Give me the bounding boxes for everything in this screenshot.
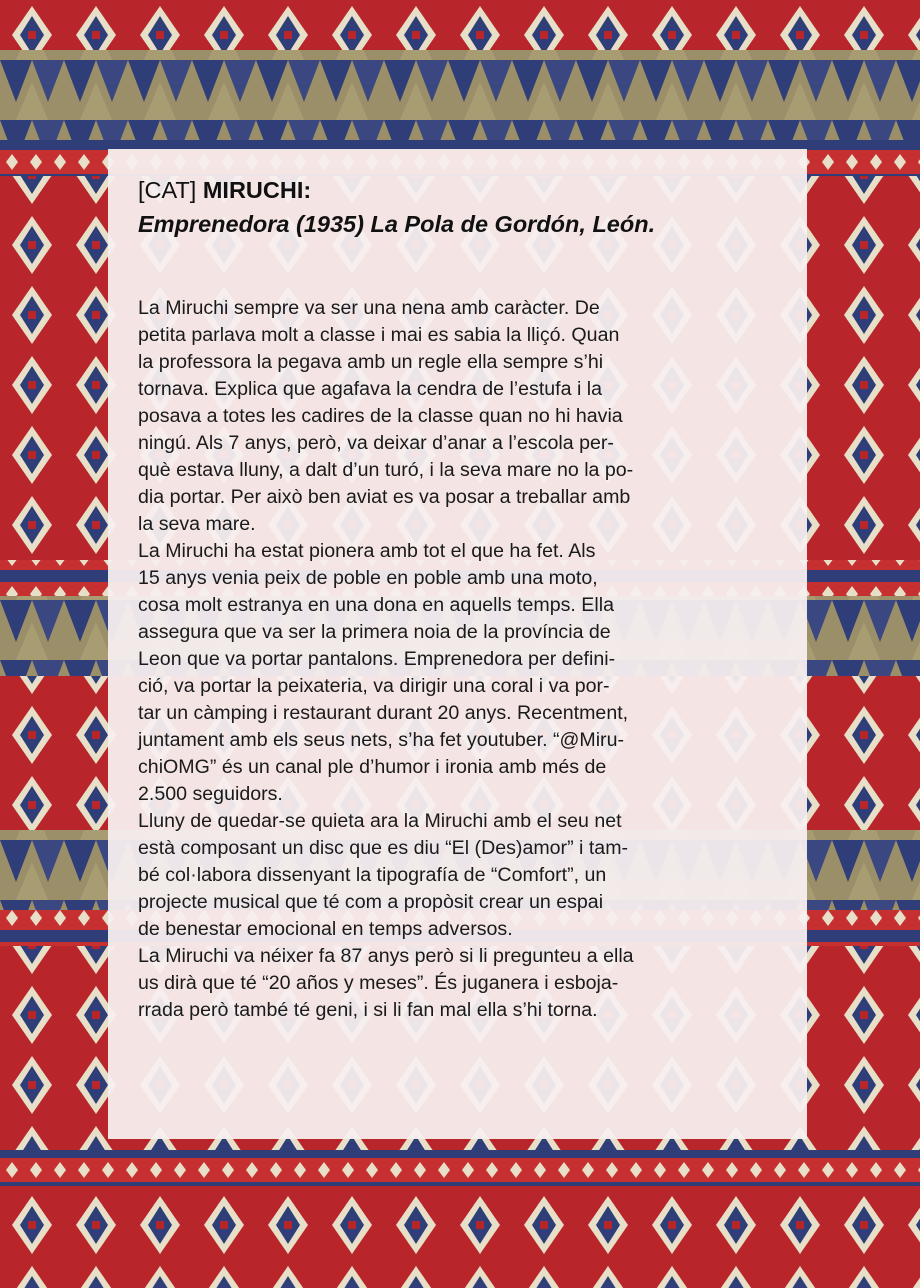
text-line: Lluny de quedar-se quieta ara la Miruchi amb el seu net [138, 810, 622, 832]
text-line: cosa molt estranya en una dona en aquells temps. Ella [138, 594, 614, 616]
person-name: MIRUCHI: [202, 177, 312, 203]
text-line: tornava. Explica que agafava la cendra de l’estufa i la [138, 378, 603, 400]
text-line: està composant un disc que es diu “El (Des)amor” i tam- [138, 837, 629, 859]
text-line: 15 anys venia peix de poble en poble amb una moto, [138, 567, 598, 589]
text-line: chiOMG” és un canal ple d’humor i ironia amb més de [138, 756, 607, 778]
text-panel [108, 149, 807, 1139]
language-tag: [CAT] [138, 177, 197, 203]
text-line: La Miruchi ha estat pionera amb tot el que ha fet. Als [138, 540, 596, 562]
text-line: bé col·labora dissenyant la tipografía de “Comfort”, un [138, 864, 607, 886]
biography-text [138, 295, 779, 1024]
text-line: posava a totes les cadires de la classe quan no hi havia [138, 405, 623, 427]
text-line: Leon que va portar pantalons. Emprenedora per defini- [138, 648, 616, 670]
text-line: projecte musical que té com a propòsit crear un espai [138, 891, 604, 913]
text-line: ningú. Als 7 anys, però, va deixar d’anar a l’escola per- [138, 432, 614, 454]
text-line: rrada però també té geni, i si li fan mal ella s’hi torna. [138, 999, 598, 1021]
text-line: assegura que va ser la primera noia de la província de [138, 621, 611, 643]
text-line: de benestar emocional en temps adversos. [138, 918, 513, 940]
text-line: us dirà que té “20 años y meses”. És juganera i esboja- [138, 972, 619, 994]
page-subtitle: Emprenedora (1935) La Pola de Gordón, León. [138, 211, 656, 237]
text-line: tar un càmping i restaurant durant 20 anys. Recentment, [138, 702, 629, 724]
page-title [138, 173, 779, 207]
text-line: ció, va portar la peixateria, va dirigir una coral i va por- [138, 675, 610, 697]
text-line: La Miruchi va néixer fa 87 anys però si li pregunteu a ella [138, 945, 634, 967]
text-line: la professora la pegava amb un regle ella sempre s’hi [138, 351, 604, 373]
text-line: què estava lluny, a dalt d’un turó, i la seva mare no la po- [138, 459, 634, 481]
text-line: 2.500 seguidors. [138, 783, 283, 805]
text-line: petita parlava molt a classe i mai es sabia la lliçó. Quan [138, 324, 620, 346]
text-line: juntament amb els seus nets, s’ha fet youtuber. “@Miru- [138, 729, 625, 751]
text-line: la seva mare. [138, 513, 256, 535]
text-line: La Miruchi sempre va ser una nena amb caràcter. De [138, 297, 600, 319]
text-line: dia portar. Per això ben aviat es va posar a treballar amb [138, 486, 631, 508]
